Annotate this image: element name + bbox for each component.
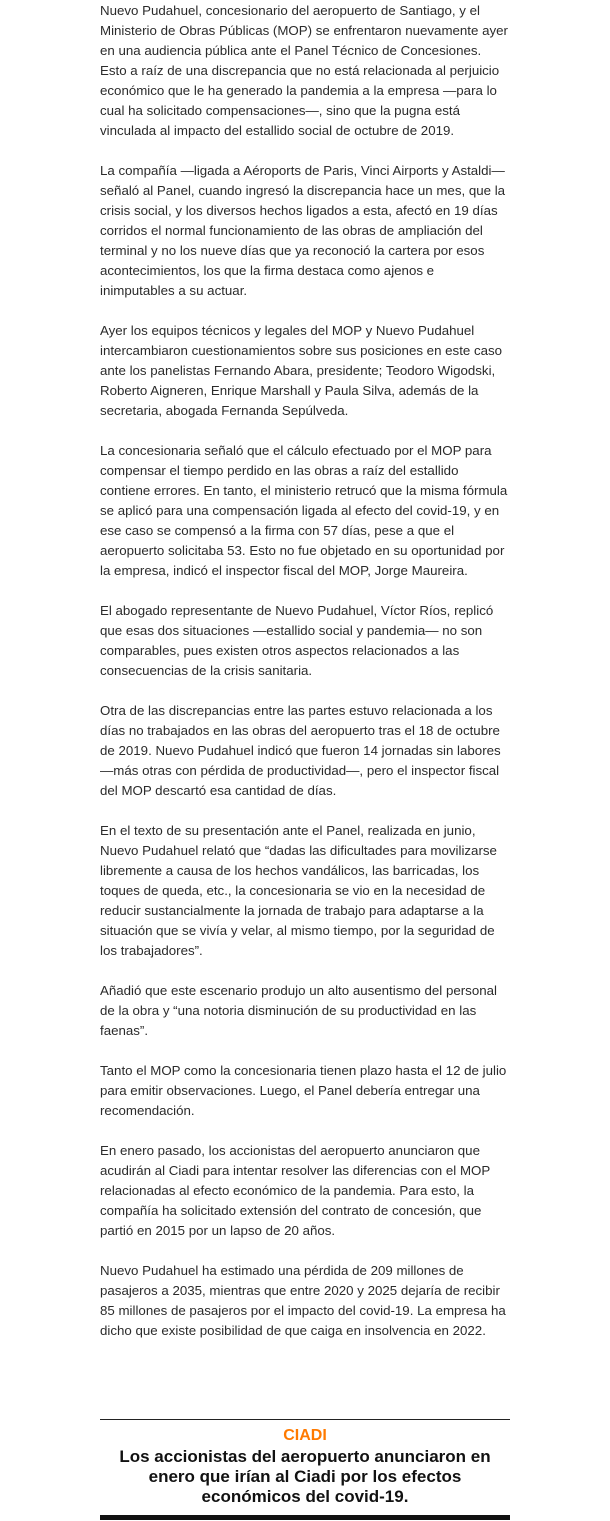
article-paragraph: Tanto el MOP como la concesionaria tienen plazo hasta el 12 de julio para emitir observaciones. Luego, el Panel debería entregar una recomendación.	[100, 1063, 507, 1118]
article-paragraph: El abogado representante de Nuevo Pudahuel, Víctor Ríos, replicó que esas dos situaciones —estallido social y pandemia— no son comparables, pues existen otros aspectos relacionados a las consecuencias de la crisis sanitaria.	[100, 603, 494, 678]
pull-quote-bottom-rule	[100, 1515, 510, 1520]
article-paragraph: Nuevo Pudahuel ha estimado una pérdida de 209 millones de pasajeros a 2035, mientras que entre 2020 y 2025 dejaría de recibir 85 millones de pasajeros por el impacto del covid-19. La empresa ha dicho que existe posibilidad de que caiga en insolvencia en 2022.	[100, 1263, 506, 1338]
article-paragraph: En enero pasado, los accionistas del aeropuerto anunciaron que acudirán al Ciadi para intentar resolver las diferencias con el MOP relacionadas al efecto económico de la pandemia. Para esto, la compañía ha solicitado extensión del contrato de concesión, que partió en 2015 por un lapso de 20 años.	[100, 1143, 490, 1238]
article-paragraph: Nuevo Pudahuel, concesionario del aeropuerto de Santiago, y el Ministerio de Obras Públicas (MOP) se enfrentaron nuevamente ayer en una audiencia pública ante el Panel Técnico de Concesiones. Esto a raíz de una discrepancia que no está relacionada al perjuicio económico que le ha generado la pandemia a la empresa —para lo cual ha solicitado compensaciones—, sino que la pugna está vinculada al impacto del estallido social de octubre de 2019.	[100, 3, 508, 138]
article-paragraph: Otra de las discrepancias entre las partes estuvo relacionada a los días no trabajados en las obras del aeropuerto tras el 18 de octubre de 2019. Nuevo Pudahuel indicó que fueron 14 jornadas sin labores —más otras con pérdida de productividad—, pero el inspector fiscal del MOP descartó esa cantidad de días.	[100, 703, 501, 798]
article-body	[100, 0, 510, 1361]
pull-quote-kicker: CIADI	[283, 1427, 327, 1444]
article-paragraph: La compañía —ligada a Aéroports de Paris, Vinci Airports y Astaldi— señaló al Panel, cuando ingresó la discrepancia hace un mes, que la crisis social, y los diversos hechos ligados a esta, afectó en 19 días corridos el normal funcionamiento de las obras de ampliación del terminal y no los nueve días que ya reconoció la cartera por esos acontecimientos, los que la firma destaca como ajenos e inimputables a su actuar.	[100, 163, 506, 298]
article-paragraph: Ayer los equipos técnicos y legales del MOP y Nuevo Pudahuel intercambiaron cuestionamientos sobre sus posiciones en este caso ante los panelistas Fernando Abara, presidente; Teodoro Wigodski, Roberto Aigneren, Enrique Marshall y Paula Silva, además de la secretaria, abogada Fernanda Sepúlveda.	[100, 323, 503, 418]
article-paragraph: En el texto de su presentación ante el Panel, realizada en junio, Nuevo Pudahuel relató que “dadas las dificultades para movilizarse libremente a causa de los hechos vandálicos, las barricadas, los toques de queda, etc., la concesionaria se vio en la necesidad de reducir sustancialmente la jornada de trabajo para adaptarse a la situación que se vivía y velar, al mismo tiempo, por la seguridad de los trabajadores”.	[100, 823, 497, 958]
pull-quote-text: Los accionistas del aeropuerto anunciaron en enero que irían al Ciadi por los efectos económicos del covid-19.	[119, 1447, 491, 1506]
article-paragraph: La concesionaria señaló que el cálculo efectuado por el MOP para compensar el tiempo perdido en las obras a raíz del estallido contiene errores. En tanto, el ministerio retrucó que la misma fórmula se aplicó para una compensación ligada al efecto del covid-19, y en ese caso se compensó a la firma con 57 días, pese a que el aeropuerto solicitaba 53. Esto no fue objetado en su oportunidad por la empresa, indicó el inspector fiscal del MOP, Jorge Maureira.	[100, 443, 508, 578]
article-paragraph: Añadió que este escenario produjo un alto ausentismo del personal de la obra y “una notoria disminución de su productividad en las faenas”.	[100, 983, 497, 1038]
pull-quote	[100, 1419, 510, 1507]
